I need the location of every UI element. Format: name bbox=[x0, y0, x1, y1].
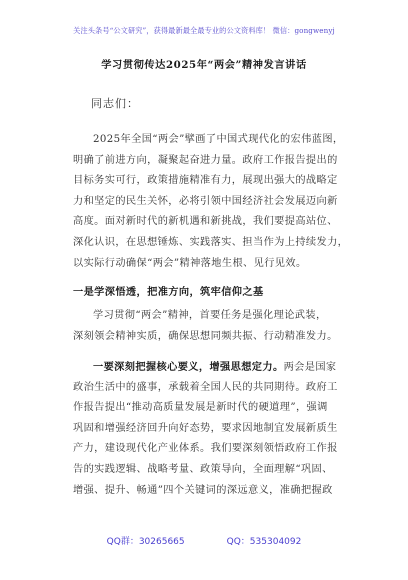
subsection-paragraph bbox=[73, 357, 363, 501]
paragraph-line: 学习贯彻“两会”精神，首要任务是强化理论武装， bbox=[93, 310, 327, 321]
paragraph-line: 2025年全国“两会”擘画了中国式现代化的宏伟蓝图， bbox=[93, 134, 344, 145]
subsection-lead: 一要深刻把握核心要义，增强思想定力。 bbox=[93, 361, 284, 373]
paragraph-line-lead bbox=[73, 357, 363, 378]
paragraph-line: 目标务实可行，政策措施精准有力，展现出强大的战略定 bbox=[73, 175, 338, 187]
header-banner: 关注头条号“公文研究”，获得最新最全最专业的公文资料库！ 微信：gongwenyj bbox=[73, 26, 335, 35]
paragraph-line: 以实际行动确保“两会”精神落地生根、见行见效。 bbox=[73, 257, 307, 269]
paragraph-line: 政治生活中的盛事，承载着全国人民的共同期待。政府工 bbox=[73, 381, 338, 393]
paragraph-line: 高度。面对新时代的新机遇和新挑战，我们要提高站位、 bbox=[73, 216, 338, 228]
subsection-lead-rest: 两会是国家 bbox=[283, 362, 337, 373]
section1-paragraph bbox=[73, 306, 363, 347]
paragraph-line: 作报告提出“推动高质量发展是新时代的硬道理”，强调 bbox=[73, 402, 328, 414]
footer-qq-group: QQ群：30265665 bbox=[106, 537, 185, 547]
paragraph-line: 巩固和增强经济回升向好态势，要求因地制宜发展新质生 bbox=[73, 422, 338, 434]
paragraph-line: 力和坚定的民生关怀，必将引领中国经济社会发展迈向新 bbox=[73, 195, 338, 207]
paragraph-line: 告的实践逻辑、战略考量、政策导向，全面理解“巩固、 bbox=[73, 463, 333, 475]
paragraph-line: 增强、提升、畅通”四个关键词的深远意义，准确把握政 bbox=[73, 484, 333, 496]
paragraph-line: 明确了前进方向，凝聚起奋进力量。政府工作报告提出的 bbox=[73, 154, 338, 166]
salutation: 同志们： bbox=[91, 97, 139, 110]
paragraph-line: 深化认识，在思想锤炼、实践落实、担当作为上持续发力， bbox=[73, 236, 349, 248]
paragraph-line: 产力，建设现代化产业体系。我们要深刻领悟政府工作报 bbox=[73, 443, 338, 455]
footer-contact bbox=[0, 534, 408, 547]
paragraph-line: 深刻领会精神实质，确保思想同频共振、行动精准发力。 bbox=[73, 330, 338, 342]
document-title: 学习贯彻传达2025年“两会”精神发言讲话 bbox=[101, 59, 307, 71]
section-heading: 一是学深悟透，把准方向，筑牢信仰之基 bbox=[73, 286, 264, 298]
footer-qq: QQ：535304092 bbox=[226, 537, 302, 547]
intro-paragraph bbox=[73, 130, 363, 274]
